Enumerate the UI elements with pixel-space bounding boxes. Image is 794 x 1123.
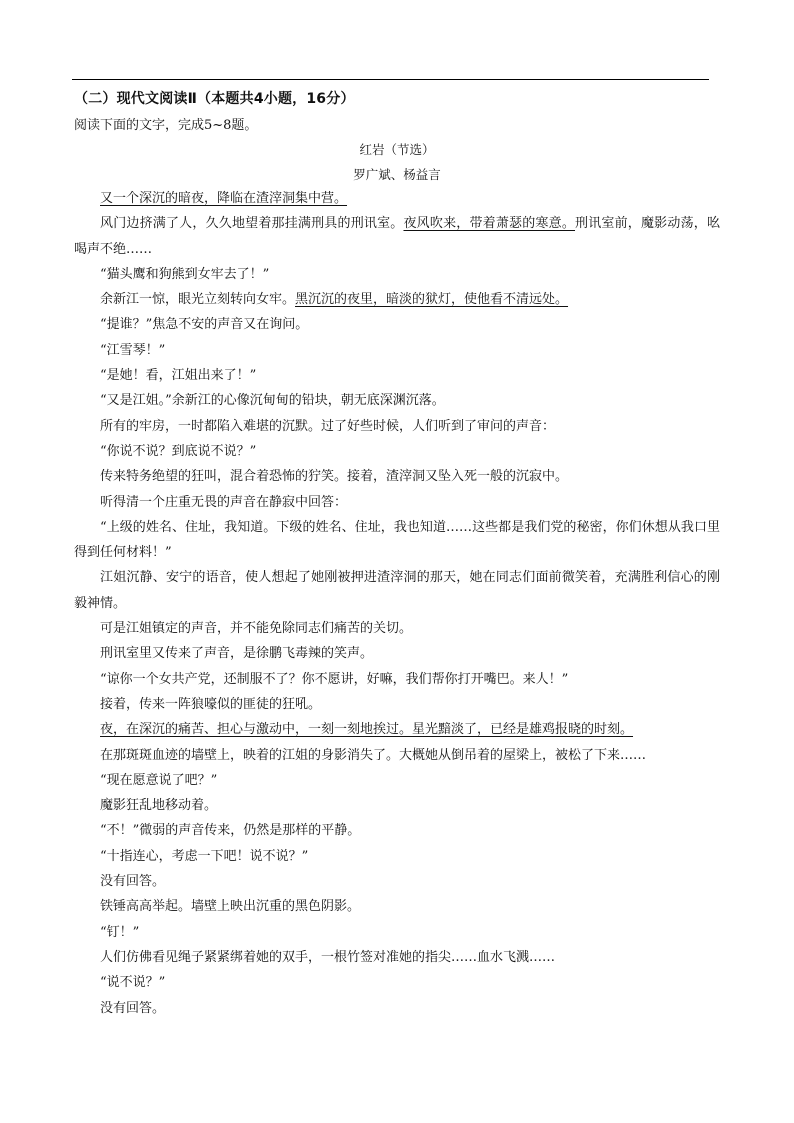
passage-paragraph (74, 262, 720, 287)
paragraph-text: “不！”微弱的声音传来，仍然是那样的平静。 (100, 823, 361, 839)
passage-title: 红岩（节选） (359, 142, 435, 157)
passage-paragraph (74, 743, 720, 768)
underlined-sentence: 黑沉沉的夜里，暗淡的狱灯，使他看不清远处。 (295, 292, 569, 308)
passage-paragraph (74, 388, 720, 413)
paragraph-text: “又是江姐。”余新江的心像沉甸甸的铅块，朝无底深渊沉落。 (100, 393, 445, 409)
paragraph-text: 没有回答。 (100, 874, 166, 890)
passage-paragraph (74, 616, 720, 641)
paragraph-text: 听得清一个庄重无畏的声音在静寂中回答： (100, 494, 348, 510)
passage-paragraph (74, 996, 720, 1021)
passage-paragraph (74, 844, 720, 869)
paragraph-text: “钉！” (100, 924, 140, 940)
passage-paragraph (74, 312, 720, 337)
paragraph-text: 人们仿佛看见绳子紧紧绑着她的双手，一根竹签对准她的指尖……血水飞溅…… (100, 949, 556, 965)
paragraph-text: 在那斑斑血迹的墙壁上，映着的江姐的身影消失了。大概她从倒吊着的屋梁上，被松了下来…… (100, 747, 647, 763)
paragraph-text: 刑讯室里又传来了声音，是徐鹏飞毒辣的笑声。 (100, 646, 374, 662)
underlined-sentence: 夜，在深沉的痛苦、担心与激动中，一刻一刻地挨过。星光黯淡了，已经是雄鸡报晓的时刻。 (100, 722, 634, 738)
passage-paragraph (74, 565, 720, 616)
paragraph-text: “猫头鹰和狗熊到女牢去了！” (100, 266, 270, 282)
passage-paragraph (74, 717, 720, 742)
passage-paragraph (74, 439, 720, 464)
passage-paragraph (74, 818, 720, 843)
underlined-sentence: 夜风吹来，带着萧瑟的寒意。 (403, 216, 576, 232)
paragraph-text: 刑讯室前，魔影动荡，吆喝声不绝…… (74, 216, 720, 257)
instruction-text: 阅读下面的文字，完成5~8题。 (74, 118, 258, 133)
passage-authors: 罗广斌、杨益言 (353, 167, 441, 182)
paragraph-text: “十指连心，考虑一下吧！说不说？” (100, 848, 309, 864)
underlined-sentence: 又一个深沉的暗夜，降临在渣滓洞集中营。 (100, 191, 348, 206)
passage-paragraph (74, 869, 720, 894)
paragraph-text: “谅你一个女共产党，还制服不了？你不愿讲，好嘛，我们帮你打开嘴巴。来人！” (100, 671, 569, 687)
passage-paragraph (74, 490, 720, 515)
section-heading: （二）现代文阅读Ⅱ（本题共4小题，16分） (74, 91, 355, 107)
paragraph-text: “你说不说？到底说不说？” (100, 443, 257, 459)
passage-paragraph (74, 363, 720, 388)
passage-paragraph (74, 414, 720, 439)
passage-paragraph (74, 793, 720, 818)
paragraph-text: “现在愿意说了吧？” (100, 772, 218, 788)
paragraph-text: 铁锤高高举起。墙壁上映出沉重的黑色阴影。 (100, 899, 361, 915)
paragraph-text: 没有回答。 (100, 1000, 166, 1016)
passage-paragraph (74, 515, 720, 566)
paragraph-text: 魔影狂乱地移动着。 (100, 798, 218, 814)
paragraph-text: “提谁？”焦急不安的声音又在询问。 (100, 317, 309, 333)
paragraph-text: “上级的姓名、住址，我知道。下级的姓名、住址，我也知道……这些都是我们党的秘密，你们休想从我口里得到任何材料！” (74, 519, 720, 561)
paragraph-text: 接着，传来一阵狼嚎似的匪徒的狂吼。 (100, 696, 322, 712)
passage-paragraph (74, 287, 720, 312)
paragraph-text: 可是江姐镇定的声音，并不能免除同志们痛苦的关切。 (100, 621, 413, 637)
passage-body (74, 186, 720, 1021)
paragraph-text: “江雪琴！” (100, 342, 166, 358)
passage-paragraph (74, 945, 720, 970)
passage-paragraph (74, 641, 720, 666)
passage-paragraph (74, 920, 720, 945)
passage-paragraph (74, 667, 720, 692)
paragraph-text: 风门边挤满了人，久久地望着那挂满刑具的刑讯室。 (100, 216, 404, 232)
passage-paragraph (74, 894, 720, 919)
paragraph-text: 江姐沉静、安宁的语音，使人想起了她刚被押进渣滓洞的那天，她在同志们面前微笑着，充满胜利信心的刚毅神情。 (74, 570, 720, 611)
paragraph-text: 所有的牢房，一时都陷入难堪的沉默。过了好些时候，人们听到了审问的声音： (100, 418, 556, 434)
passage-paragraph (74, 211, 720, 262)
paragraph-text: 传来特务绝望的狂叫，混合着恐怖的狞笑。接着，渣滓洞又坠入死一般的沉寂中。 (100, 469, 569, 485)
passage-paragraph (74, 338, 720, 363)
header-rule (72, 79, 709, 80)
paragraph-text: “是她！看，江姐出来了！” (100, 368, 257, 384)
passage-paragraph (74, 692, 720, 717)
paragraph-text: “说不说？” (100, 975, 166, 991)
passage-paragraph (74, 464, 720, 489)
passage-paragraph (74, 768, 720, 793)
paragraph-text: 余新江一惊，眼光立刻转向女牢。 (100, 292, 296, 308)
passage-paragraph (74, 186, 720, 211)
passage-paragraph (74, 970, 720, 995)
